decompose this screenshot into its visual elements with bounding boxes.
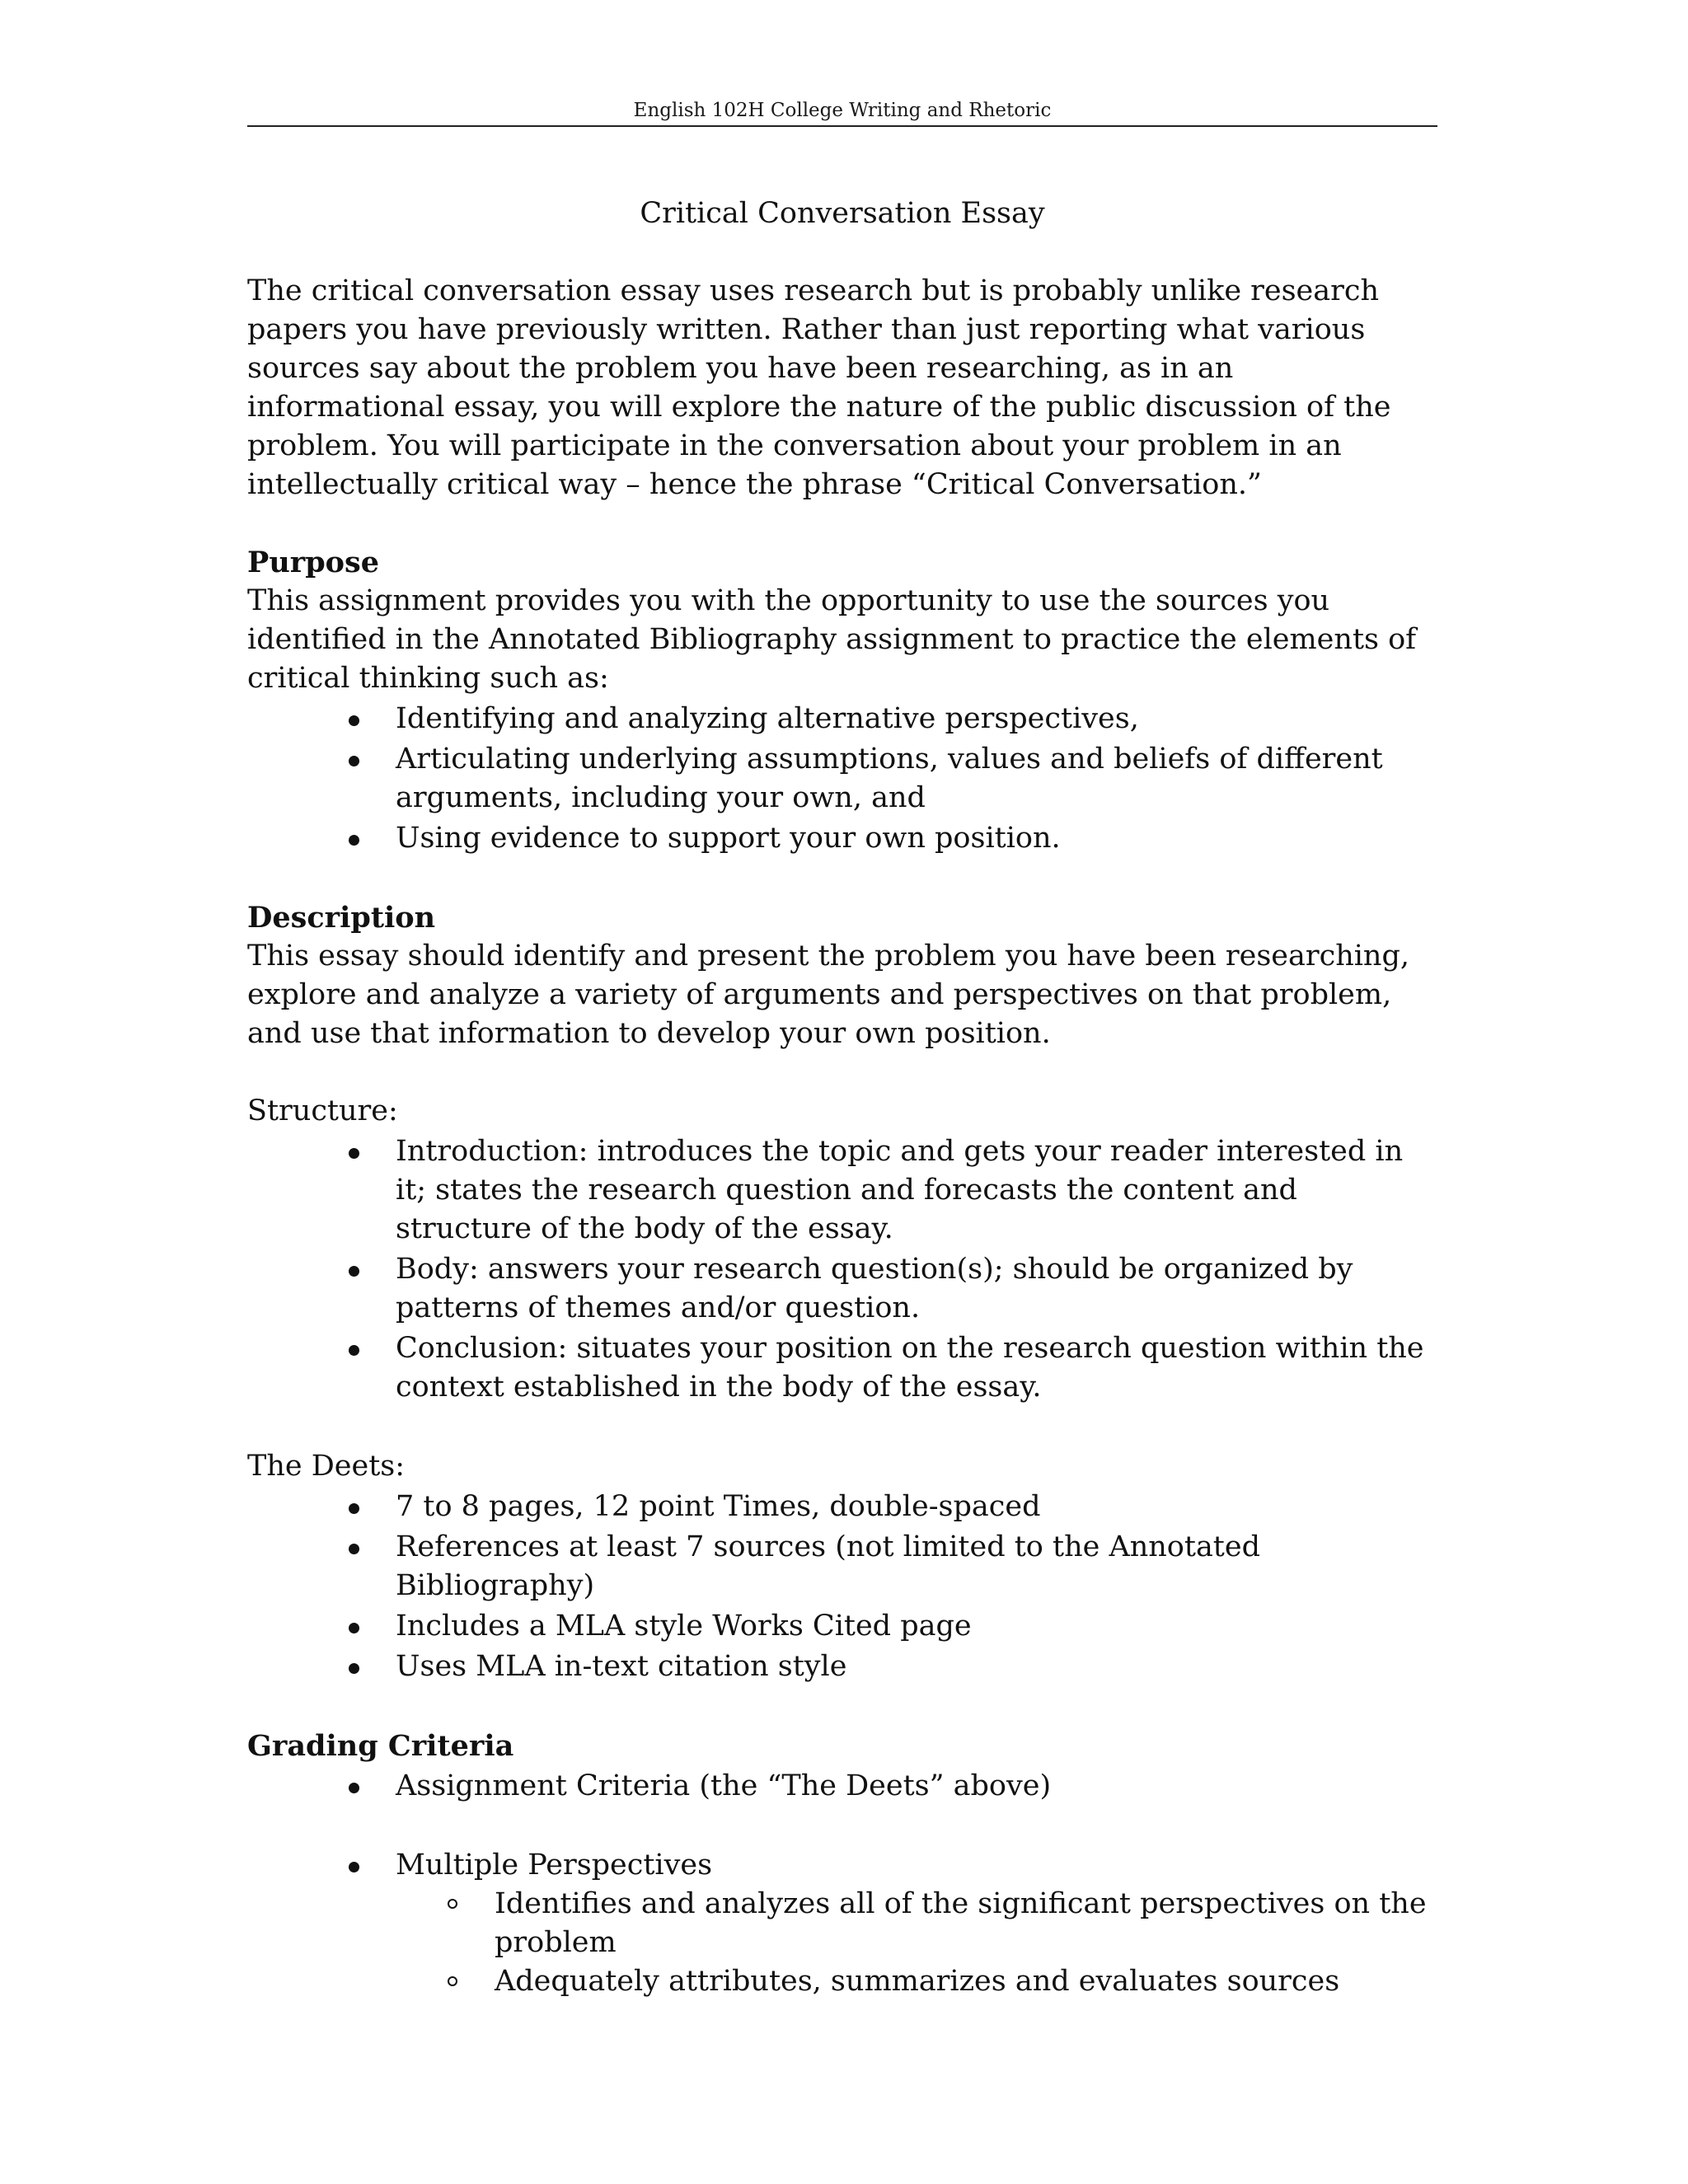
list-item bbox=[396, 1607, 1437, 1646]
purpose-list bbox=[247, 700, 1437, 858]
sub-list-item bbox=[495, 1885, 1437, 1962]
grading-list-perspectives bbox=[247, 1846, 1437, 2001]
bullet-icon bbox=[349, 1783, 359, 1793]
bullet-icon bbox=[349, 1862, 359, 1872]
sub-list-item bbox=[495, 1962, 1437, 2001]
list-item bbox=[396, 1329, 1437, 1407]
list-item-text: Identifying and analyzing alternative perspectives, bbox=[396, 702, 1139, 735]
deets-list bbox=[247, 1488, 1437, 1686]
list-item bbox=[396, 1488, 1437, 1526]
running-header: English 102H College Writing and Rhetoric bbox=[247, 99, 1437, 127]
intro-paragraph: The critical conversation essay uses research but is probably unlike research papers you have previously written. Rather than just reporting what various sources say about the problem you have been researching, as in an informational essay, you will explore the nature of the public discussion of the problem. You will participate in the conversation about your problem in an intellectually critical way – hence the phrase “Critical Conversation.” bbox=[247, 274, 1391, 501]
bullet-icon bbox=[349, 715, 359, 726]
bullet-icon bbox=[349, 1503, 359, 1514]
bullet-icon bbox=[349, 1266, 359, 1277]
list-item-text: 7 to 8 pages, 12 point Times, double-spaced bbox=[396, 1490, 1041, 1523]
list-item-text: Conclusion: situates your position on the research question within the context established in the body of the essay. bbox=[396, 1332, 1424, 1404]
list-item-text: Includes a MLA style Works Cited page bbox=[396, 1610, 972, 1643]
list-item bbox=[396, 700, 1437, 738]
bullet-icon bbox=[349, 1345, 359, 1356]
list-item bbox=[396, 1250, 1437, 1328]
description-heading: Description bbox=[247, 901, 436, 935]
hollow-bullet-icon bbox=[448, 1899, 457, 1909]
deets-label: The Deets: bbox=[247, 1450, 406, 1483]
sub-list-item-text: Adequately attributes, summarizes and evaluates sources bbox=[495, 1965, 1340, 1998]
list-item bbox=[396, 1528, 1437, 1605]
document-title: Critical Conversation Essay bbox=[640, 197, 1045, 230]
grading-list bbox=[247, 1767, 1437, 1806]
purpose-paragraph: This assignment provides you with the opportunity to use the sources you identified in the Annotated Bibliography assignment to practice the elements of critical thinking such as: bbox=[247, 584, 1417, 695]
bullet-icon bbox=[349, 835, 359, 846]
list-item-text: Multiple Perspectives bbox=[396, 1849, 713, 1882]
list-item bbox=[396, 1132, 1437, 1249]
description-paragraph: This essay should identify and present the problem you have been researching, explore and analyze a variety of arguments and perspectives on that problem, and use that information to develop your own position. bbox=[247, 940, 1409, 1050]
grading-sub-list bbox=[396, 1885, 1437, 2001]
list-item-text: Introduction: introduces the topic and gets your reader interested in it; states the research question and forecasts the content and structure of the body of the essay. bbox=[396, 1135, 1404, 1245]
list-item-text: Assignment Criteria (the “The Deets” above) bbox=[396, 1769, 1052, 1802]
bullet-icon bbox=[349, 1148, 359, 1159]
bullet-icon bbox=[349, 756, 359, 766]
list-item-text: References at least 7 sources (not limited to the Annotated Bibliography) bbox=[396, 1530, 1260, 1602]
list-item-text: Articulating underlying assumptions, values and beliefs of different arguments, including your own, and bbox=[396, 743, 1383, 814]
bullet-icon bbox=[349, 1663, 359, 1674]
bullet-icon bbox=[349, 1544, 359, 1554]
structure-list bbox=[247, 1132, 1437, 1407]
list-item bbox=[396, 740, 1437, 818]
sub-list-item-text: Identifies and analyzes all of the significant perspectives on the problem bbox=[495, 1887, 1427, 1959]
list-item-text: Using evidence to support your own position. bbox=[396, 822, 1061, 855]
list-item bbox=[396, 1767, 1437, 1806]
list-item bbox=[396, 1846, 1437, 2001]
document-body bbox=[247, 194, 1437, 2003]
list-item bbox=[396, 819, 1437, 858]
grading-heading: Grading Criteria bbox=[247, 1729, 514, 1763]
hollow-bullet-icon bbox=[448, 1976, 457, 1986]
list-item bbox=[396, 1647, 1437, 1686]
structure-label: Structure: bbox=[247, 1094, 398, 1127]
bullet-icon bbox=[349, 1623, 359, 1633]
list-item-text: Body: answers your research question(s); should be organized by patterns of themes and/or question. bbox=[396, 1253, 1353, 1324]
list-item-text: Uses MLA in-text citation style bbox=[396, 1650, 847, 1683]
purpose-heading: Purpose bbox=[247, 546, 379, 579]
